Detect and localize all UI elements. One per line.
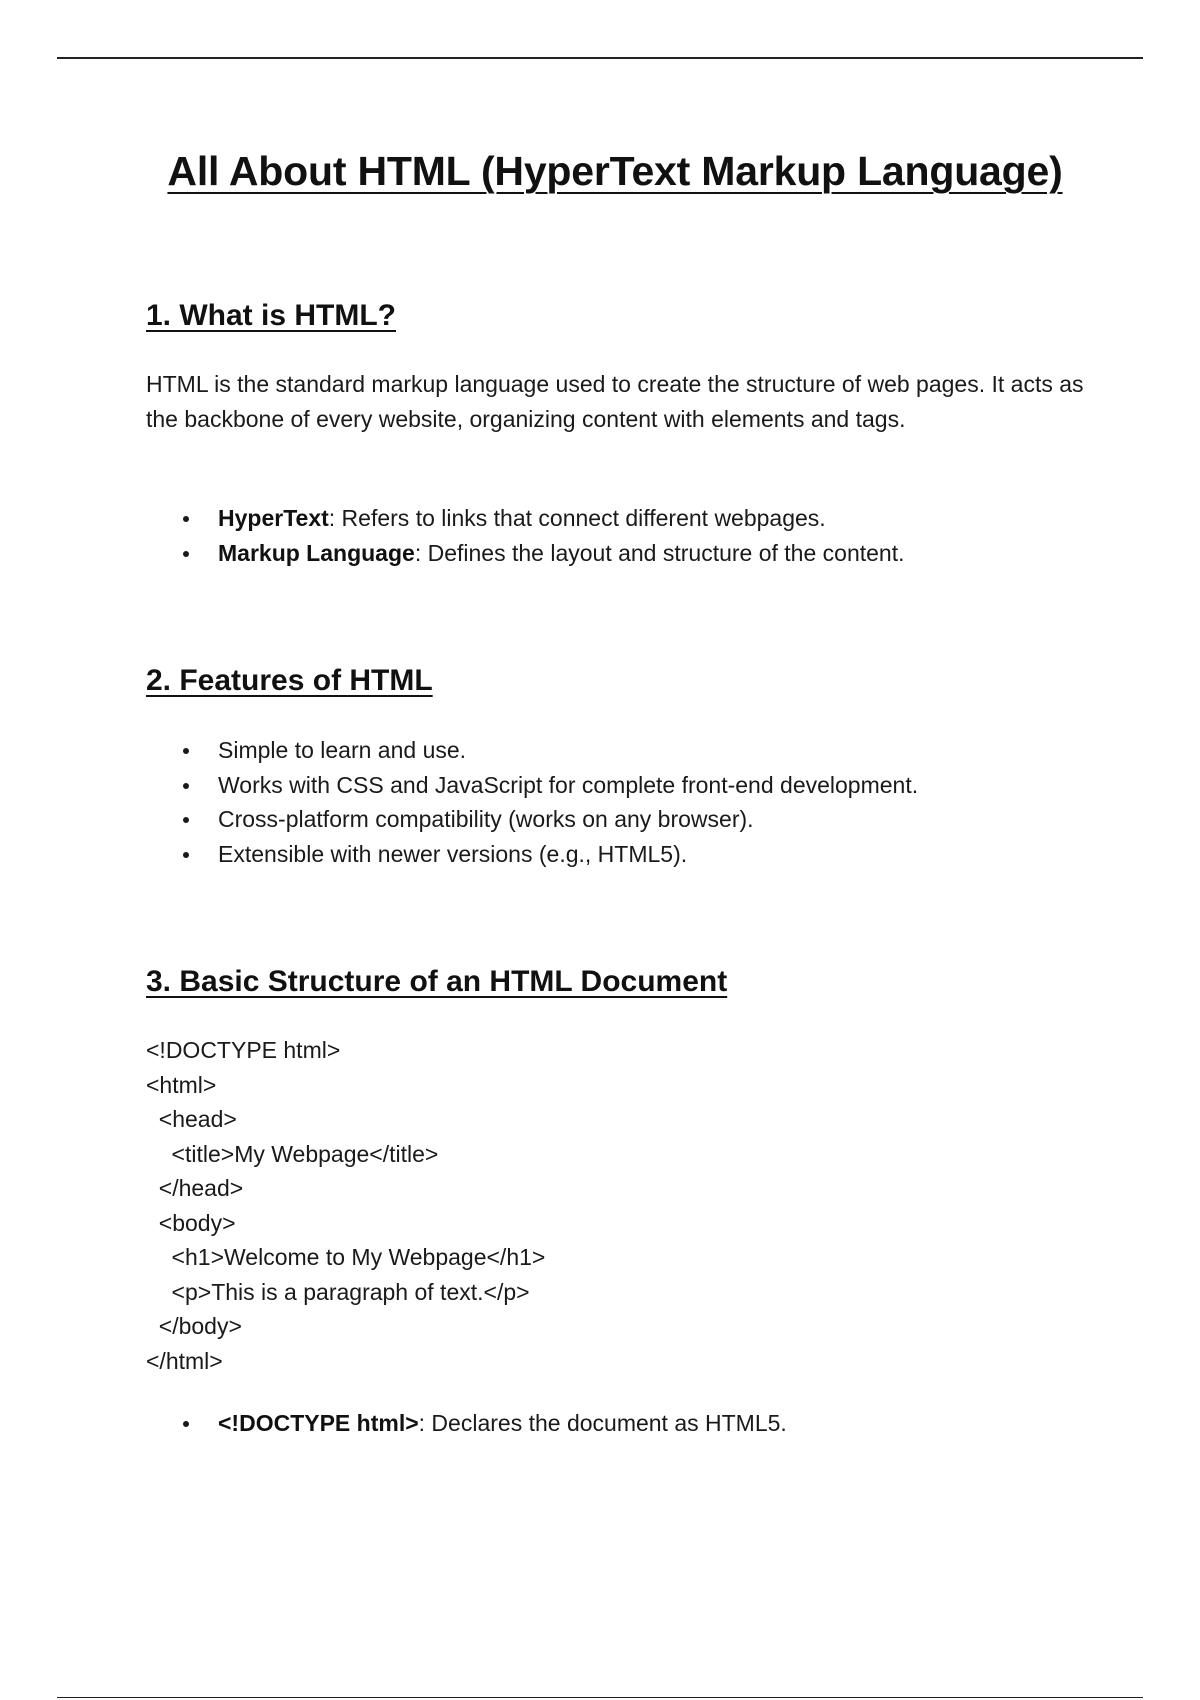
definition: : Refers to links that connect different webpages.: [328, 505, 826, 531]
list-item: Cross-platform compatibility (works on any browser).: [146, 802, 1106, 837]
structure-notes-list: [146, 1406, 1106, 1441]
term: <!DOCTYPE html>: [218, 1410, 419, 1436]
document-title: All About HTML (HyperText Markup Language): [167, 148, 1063, 194]
code-line: <!DOCTYPE html>: [146, 1037, 341, 1063]
code-line: <p>This is a paragraph of text.</p>: [146, 1278, 530, 1305]
code-line: <html>: [146, 1071, 217, 1098]
code-line: </html>: [146, 1347, 223, 1374]
intro-paragraph: HTML is the standard markup language used to create the structure of web pages. It acts as the backbone of every website, organizing content with elements and tags.: [146, 371, 1084, 432]
section-heading-features: 2. Features of HTML: [146, 664, 433, 697]
code-line: </head>: [146, 1175, 244, 1201]
code-line: <h1>Welcome to My Webpage</h1>: [146, 1244, 546, 1270]
term: HyperText: [218, 505, 329, 531]
definition: : Declares the document as HTML5.: [418, 1410, 787, 1436]
code-line: <head>: [146, 1106, 237, 1132]
code-line: <title>My Webpage</title>: [146, 1140, 439, 1167]
definition: : Defines the layout and structure of the content.: [414, 539, 905, 566]
list-item: Simple to learn and use.: [146, 733, 1106, 768]
top-rule: [57, 57, 1143, 59]
list-item: [146, 536, 1106, 571]
code-line: </body>: [146, 1313, 242, 1339]
code-sample: [146, 1033, 545, 1378]
term: Markup Language: [218, 539, 415, 566]
list-item: Extensible with newer versions (e.g., HTML5).: [146, 837, 1106, 872]
list-item: [146, 501, 1106, 536]
list-item: [146, 1406, 1106, 1441]
bottom-rule: [57, 1697, 1143, 1698]
section-heading-what-is-html: 1. What is HTML?: [146, 299, 396, 332]
list-item: Works with CSS and JavaScript for complete front-end development.: [146, 768, 1106, 803]
section-heading-basic-structure: 3. Basic Structure of an HTML Document: [146, 965, 728, 998]
code-line: <body>: [146, 1209, 236, 1236]
definition-list: [146, 501, 1106, 570]
features-list: [146, 733, 1106, 871]
